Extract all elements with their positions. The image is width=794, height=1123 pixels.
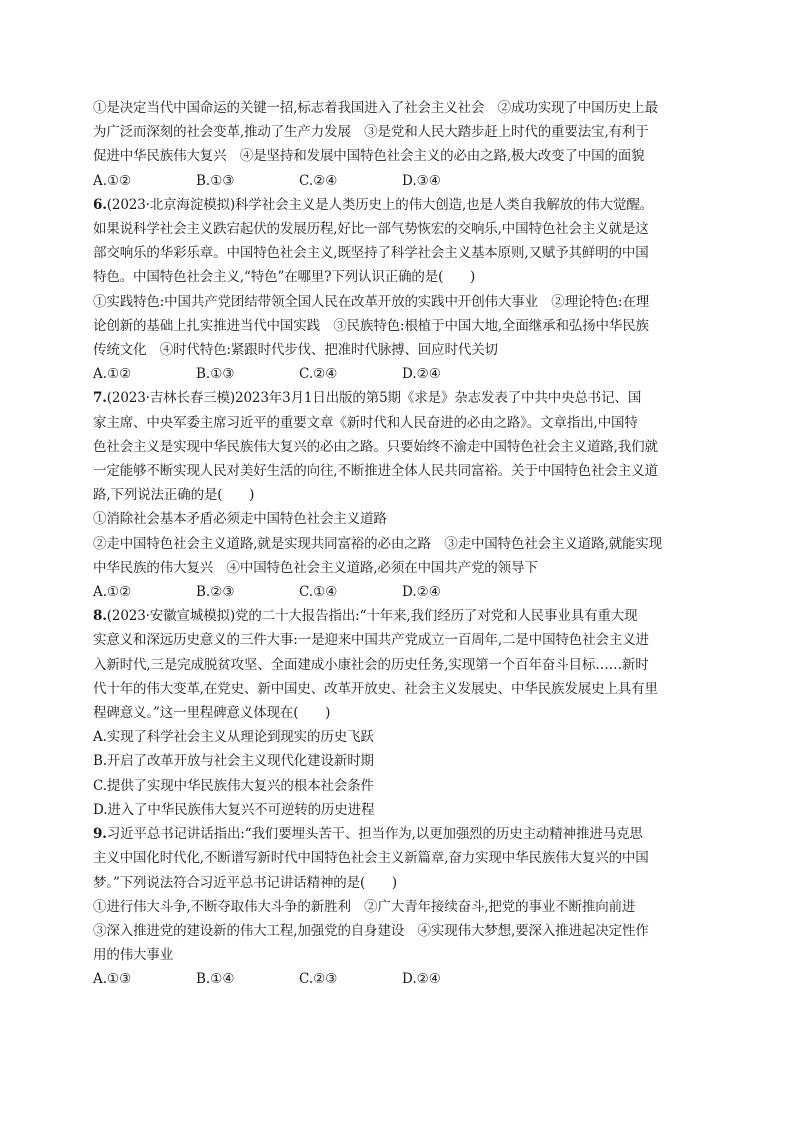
question-9 <box>93 822 713 991</box>
option-a: A.①② <box>93 584 132 601</box>
answer-options <box>93 580 713 604</box>
option-d: D.③④ <box>402 172 441 189</box>
text-line: 程碑意义。”这一里程碑意义体现在( ) <box>93 705 331 722</box>
text-line: ③深入推进党的建设新的伟大工程,加强党的自身建设 ④实现伟大梦想,要深入推进起决定性作 <box>93 922 649 939</box>
question-number: 8. <box>93 608 107 625</box>
text-line: ①进行伟大斗争,不断夺取伟大斗争的新胜利 ②广大青年接续奋斗,把党的事业不断推向前进 <box>93 898 636 915</box>
text-line: 特色。中国特色社会主义,“特色”在哪里?下列认识正确的是( ) <box>93 269 476 286</box>
text-line: 用的伟大事业 <box>93 947 174 964</box>
text-line: ①是决定当代中国命运的关键一招,标志着我国进入了社会主义社会 ②成功实现了中国历史上最 <box>93 100 658 116</box>
text-line: 实意义和深远历史意义的三件大事:一是迎来中国共产党成立一百周年,二是中国特色社会主义进 <box>93 632 649 649</box>
question-5-tail <box>93 96 713 193</box>
option-d: D.②④ <box>402 584 441 601</box>
option-b: B.②③ <box>196 584 235 601</box>
exam-page <box>93 96 713 992</box>
text-line: 部交响乐的华彩乐章。中国特色社会主义,既坚持了科学社会主义基本原则,又赋予其鲜明的中国 <box>93 245 649 262</box>
option-d: D.②④ <box>402 971 441 988</box>
option-b: B.①③ <box>196 366 235 383</box>
option-b: B.①③ <box>196 172 235 189</box>
text-line: 入新时代,三是完成脱贫攻坚、全面建成小康社会的历史任务,实现第一个百年奋斗目标……新时 <box>93 656 649 673</box>
question-6 <box>93 193 713 387</box>
text-line: 家主席、中央军委主席习近平的重要文章《新时代和人民奋进的必由之路》。文章指出,中国特 <box>93 414 638 431</box>
text-line: 中华民族的伟大复兴 ④中国特色社会主义道路,必须在中国共产党的领导下 <box>93 559 538 576</box>
text-line: ①实践特色:中国共产党团结带领全国人民在改革开放的实践中开创伟大事业 ②理论特色:在理 <box>93 293 650 310</box>
question-number: 6. <box>93 196 107 213</box>
choice-a: A.实现了科学社会主义从理论到现实的历史飞跃 <box>93 729 374 746</box>
text-line: 主义中国化时代化,不断谱写新时代中国特色社会主义新篇章,奋力实现中华民族伟大复兴的中国 <box>93 850 649 867</box>
answer-options <box>93 169 713 193</box>
text-line: 习近平总书记讲话指出:“我们要埋头苦干、担当作为,以更加强烈的历史主动精神推进马克思 <box>106 826 643 843</box>
answer-options <box>93 967 713 991</box>
option-c: C.①④ <box>299 584 338 601</box>
text-line: (2023·吉林长春三模)2023年3月1日出版的第5期《求是》杂志发表了中共中央总书记、国 <box>106 390 642 407</box>
option-c: C.②④ <box>299 366 338 383</box>
text-line: 论创新的基础上扎实推进当代中国实践 ③民族特色:根植于中国大地,全面继承和弘扬中华民族 <box>93 317 649 334</box>
text-line: 梦。”下列说法符合习近平总书记讲话精神的是( ) <box>93 874 397 891</box>
option-b: B.①④ <box>196 971 235 988</box>
option-a: A.①② <box>93 366 132 383</box>
option-a: A.①② <box>93 172 132 189</box>
text-line: 如果说科学社会主义跌宕起伏的发展历程,好比一部气势恢宏的交响乐,中国特色社会主义就是这 <box>93 221 649 238</box>
question-number: 9. <box>93 826 107 843</box>
option-d: D.②④ <box>402 366 441 383</box>
choice-d: D.进入了中华民族伟大复兴不可逆转的历史进程 <box>93 801 375 818</box>
answer-options <box>93 362 713 386</box>
text-line: 传统文化 ④时代特色:紧跟时代步伐、把准时代脉搏、回应时代关切 <box>93 342 498 359</box>
text-line: (2023·安徽宣城模拟)党的二十大报告指出:“十年来,我们经历了对党和人民事业具有重大现 <box>106 608 638 625</box>
choice-b: B.开启了改革开放与社会主义现代化建设新时期 <box>93 753 374 770</box>
option-c: C.②④ <box>299 172 338 189</box>
text-line: 色社会主义是实现中华民族伟大复兴的必由之路。只要始终不渝走中国特色社会主义道路,我们就 <box>93 438 658 455</box>
text-line: 为广泛而深刻的社会变革,推动了生产力发展 ③是党和人民大踏步赶上时代的重要法宝,有利于 <box>93 124 649 141</box>
text-line: (2023·北京海淀模拟)科学社会主义是人类历史上的伟大创造,也是人类自我解放的伟大觉醒。 <box>106 196 654 213</box>
question-7 <box>93 386 713 604</box>
option-a: A.①③ <box>93 971 132 988</box>
option-c: C.②③ <box>299 971 338 988</box>
text-line: ①消除社会基本矛盾必须走中国特色社会主义道路 <box>93 511 387 528</box>
text-line: 一定能够不断实现人民对美好生活的向往,不断推进全体人民共同富裕。关于中国特色社会主义道 <box>93 463 658 480</box>
text-line: ②走中国特色社会主义道路,就是实现共同富裕的必由之路 ③走中国特色社会主义道路,就能实现 <box>93 535 662 552</box>
question-number: 7. <box>93 390 107 407</box>
text-line: 促进中华民族伟大复兴 ④是坚持和发展中国特色社会主义的必由之路,极大改变了中国的面貌 <box>93 148 645 165</box>
text-line: 路,下列说法正确的是( ) <box>93 487 255 504</box>
question-8 <box>93 604 713 822</box>
text-line: 代十年的伟大变革,在党史、新中国史、改革开放史、社会主义发展史、中华民族发展史上具有里 <box>93 680 658 697</box>
choice-c: C.提供了实现中华民族伟大复兴的根本社会条件 <box>93 777 374 794</box>
